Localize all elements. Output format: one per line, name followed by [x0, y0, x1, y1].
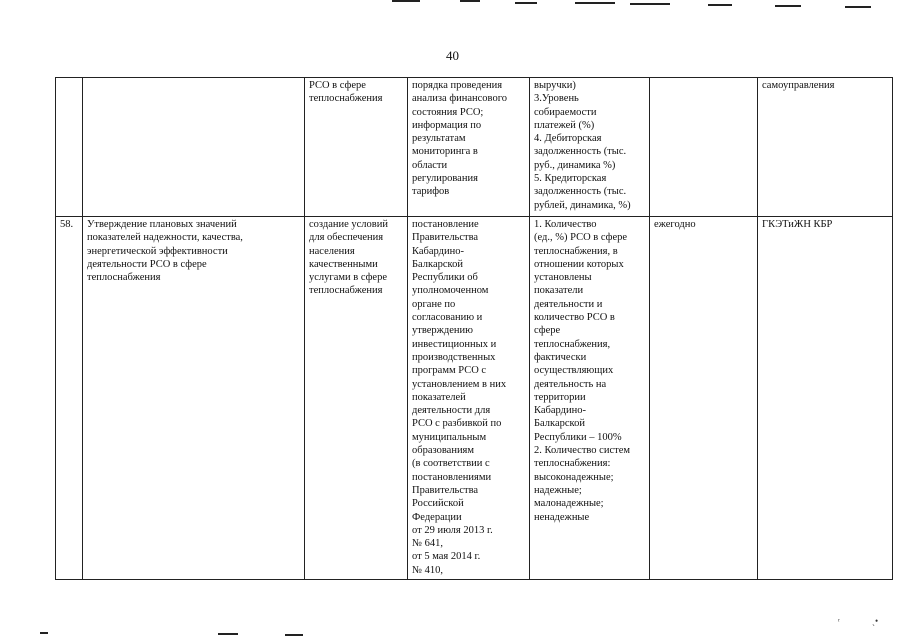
- scan-mark: [845, 6, 871, 8]
- cell-number: 58.: [56, 217, 83, 580]
- cell-indicators: 1. Количество (ед., %) РСО в сфере теплоснабжения, в отношении которых установлены показатели деятельности и количество РСО в сфере теплоснабжения, фактически осуществляющих деятельность на территории Кабардино- Балкарской Республики – 100% 2. Количество систем теплоснабжения: высоконадежные; надежные; малонадежные; ненадежные: [530, 217, 650, 580]
- scan-mark: [775, 5, 801, 7]
- cell-purpose: создание условий для обеспечения населения качественными услугами в сфере теплоснабжения: [305, 217, 408, 580]
- cell-document: порядка проведения анализа финансового состояния РСО; информация по результатам мониторинга в области регулирования тарифов: [408, 78, 530, 217]
- plan-table: [55, 77, 893, 580]
- scan-mark: [392, 0, 420, 2]
- table-row-continued: [56, 78, 893, 217]
- cell-executor: самоуправления: [758, 78, 893, 217]
- cell-indicators: выручки) 3.Уровень собираемости платежей (%) 4. Дебиторская задолженность (тыс. руб., динамика %) 5. Кредиторская задолженность (тыс. рублей, динамика, %): [530, 78, 650, 217]
- scan-mark: [218, 633, 238, 635]
- scan-mark: [515, 2, 537, 4]
- cell-period: ежегодно: [650, 217, 758, 580]
- scan-mark: [40, 632, 48, 634]
- page-number: 40: [446, 48, 459, 63]
- cell-measure-name: Утверждение плановых значений показателей надежности, качества, энергетической эффективности деятельности РСО в сфере теплоснабжения: [83, 217, 305, 580]
- scan-mark: [630, 3, 670, 5]
- scan-mark: [575, 2, 615, 4]
- table-row-58: [56, 217, 893, 580]
- scan-mark: [285, 634, 303, 636]
- scan-mark: [460, 0, 480, 2]
- cell-purpose: РСО в сфере теплоснабжения: [305, 78, 408, 217]
- scan-speck: ˎ•: [872, 616, 879, 626]
- cell-executor: ГКЭТиЖН КБР: [758, 217, 893, 580]
- scan-mark: [708, 4, 732, 6]
- cell-number: [56, 78, 83, 217]
- cell-document: постановление Правительства Кабардино- Балкарской Республики об уполномоченном органе по согласованию и утверждению инвестиционных и производственных программ РСО с установлением в них показателей деятельности для РСО с разбивкой по муниципальным образованиям (в соответствии с постановлениями Правительства Российской Федерации от 29 июля 2013 г. № 641, от 5 мая 2014 г. № 410,: [408, 217, 530, 580]
- cell-measure-name: [83, 78, 305, 217]
- cell-period: [650, 78, 758, 217]
- scan-speck: ʳ: [838, 616, 840, 626]
